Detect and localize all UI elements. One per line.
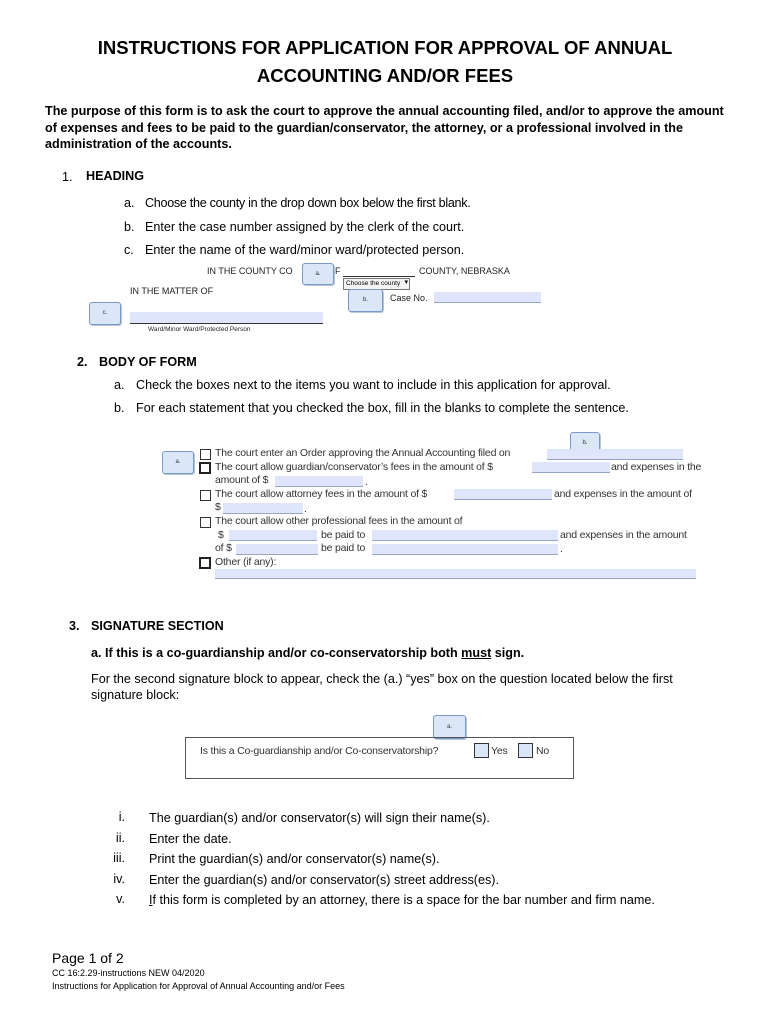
section3-subheading-a: [91, 646, 524, 660]
page-title-line2: ACCOUNTING AND/OR FEES: [256, 65, 514, 86]
county-dropdown-text: Choose the county: [346, 280, 401, 287]
section3-paragraph: For the second signature block to appear, check the (a.) “yes” box on the question located below the first signature block:: [91, 672, 673, 702]
form-name: Instructions for Application for Approval of Annual Accounting and/or Fees: [52, 981, 345, 991]
line4b-end: and expenses in the amount: [560, 529, 687, 541]
line3-end: and expenses in the amount of: [554, 488, 692, 500]
attorney-fees-checkbox[interactable]: [200, 490, 211, 501]
callout-a: a.: [433, 715, 466, 739]
case-no-label: Case No.: [390, 293, 428, 303]
no-label: No: [536, 745, 550, 757]
line4c-mid: be paid to: [321, 542, 366, 554]
page-number: Page 1 of 2: [52, 950, 124, 966]
section2-item-a-text: Check the boxes next to the items you want to include in this application for approval.: [136, 378, 611, 392]
section3-heading: SIGNATURE SECTION: [91, 619, 224, 633]
section2-number: 2.: [77, 355, 88, 369]
period-2: .: [304, 503, 307, 515]
line2b-text: amount of $: [215, 474, 269, 486]
line2-end: and expenses in the: [611, 461, 702, 473]
professional-expenses-payee-field[interactable]: [372, 544, 558, 555]
section2-item-a-letter: a.: [114, 378, 125, 392]
guardian-fees-checkbox[interactable]: [199, 462, 211, 474]
section3-item-i-num: i.: [118, 810, 125, 824]
section3-item-iii-num: iii.: [113, 851, 125, 865]
section1-item-a-letter: a.: [124, 196, 135, 210]
section3-item-i-text: The guardian(s) and/or conservator(s) will sign their name(s).: [149, 811, 490, 825]
line4b-start: $: [218, 529, 224, 541]
section1-item-c-letter: c.: [124, 243, 134, 257]
line3b-text: $: [215, 501, 221, 513]
section3-item-v-text: [149, 892, 655, 908]
callout-b: b.: [570, 432, 600, 454]
subheading-end: sign.: [491, 646, 525, 660]
callout-a: a.: [162, 451, 194, 474]
item-v-first-letter: I: [149, 893, 153, 907]
order-approving-checkbox[interactable]: [200, 449, 211, 460]
section2-heading: BODY OF FORM: [99, 355, 197, 369]
section2-item-b-text: For each statement that you checked the box, fill in the blanks to complete the sentence.: [136, 401, 629, 415]
line4-text: The court allow other professional fees in the amount of: [215, 515, 463, 527]
ward-caption: Ward/Minor Ward/Protected Person: [148, 326, 251, 333]
section3-item-iii-text: Print the guardian(s) and/or conservator(s) name(s).: [149, 852, 440, 866]
item-v-rest: f this form is completed by an attorney, there is a space for the bar number and firm name.: [152, 893, 655, 907]
page-title-line1: INSTRUCTIONS FOR APPLICATION FOR APPROVAL OF ANNUAL: [97, 37, 673, 58]
page-title: [0, 34, 770, 90]
other-professional-fees-checkbox[interactable]: [200, 517, 211, 528]
subheading-must: must: [461, 646, 492, 660]
professional-fees-field[interactable]: [229, 530, 317, 541]
ward-name-field[interactable]: [130, 312, 323, 324]
county-nebraska-label: COUNTY, NEBRASKA: [419, 266, 510, 276]
co-guardianship-box: [185, 737, 574, 779]
section1-number: 1.: [62, 170, 73, 184]
section1-item-b-letter: b.: [124, 220, 135, 234]
section3-item-v-num: v.: [116, 892, 125, 906]
callout-b: b.: [348, 289, 383, 312]
county-blank: [343, 265, 415, 277]
in-the-matter-of-label: IN THE MATTER OF: [130, 286, 214, 296]
accounting-date-field[interactable]: [547, 449, 683, 460]
line4c-start: of $: [215, 542, 232, 554]
guardian-fees-field[interactable]: [532, 462, 610, 473]
attorney-expenses-field[interactable]: [223, 503, 303, 514]
section3-item-ii-num: ii.: [115, 831, 125, 845]
form-code: CC 16:2.29-instructions NEW 04/2020: [52, 968, 205, 978]
line5-text: Other (if any):: [215, 556, 277, 568]
no-checkbox[interactable]: [518, 743, 533, 758]
yes-label: Yes: [491, 745, 508, 757]
purpose-paragraph: The purpose of this form is to ask the court to approve the annual accounting filed, and/or to approve the amount of expenses and fees to be paid to the guardian/conservator, the attorney, or a professional involved in the administration of the accounts.: [45, 104, 724, 151]
line1-text: The court enter an Order approving the Annual Accounting filed on: [215, 447, 511, 459]
line3-text: The court allow attorney fees in the amount of $: [215, 488, 428, 500]
professional-fees-payee-field[interactable]: [372, 530, 558, 541]
line2-text: The court allow guardian/conservator’s fees in the amount of $: [215, 461, 493, 473]
callout-a: a.: [302, 263, 334, 285]
section3-item-iv-num: iv.: [113, 872, 125, 886]
other-checkbox[interactable]: [199, 557, 211, 569]
in-the-county-f: F: [335, 266, 341, 276]
in-the-county-label: IN THE COUNTY CO: [207, 266, 293, 276]
section1-item-a-text: Choose the county in the drop down box below the first blank.: [145, 196, 471, 210]
section1-item-b-text: Enter the case number assigned by the clerk of the court.: [145, 220, 465, 234]
period-1: .: [365, 476, 368, 488]
section1-item-c-text: Enter the name of the ward/minor ward/protected person.: [145, 243, 465, 257]
section2-item-b-letter: b.: [114, 401, 125, 415]
guardian-expenses-field[interactable]: [275, 476, 363, 487]
period-3: .: [560, 543, 563, 555]
co-guardianship-question: Is this a Co-guardianship and/or Co-conservatorship?: [200, 745, 439, 757]
chevron-down-icon: ▾: [404, 279, 408, 286]
section1-heading: HEADING: [86, 169, 145, 183]
case-number-field[interactable]: [434, 292, 541, 303]
yes-checkbox[interactable]: [474, 743, 489, 758]
subheading-a-text: a. If this is a co-guardianship and/or co-conservatorship both: [91, 646, 462, 660]
other-field[interactable]: [215, 569, 696, 579]
section3-item-iv-text: Enter the guardian(s) and/or conservator(s) street address(es).: [149, 873, 499, 887]
attorney-fees-field[interactable]: [454, 489, 552, 500]
section3-item-ii-text: Enter the date.: [149, 832, 232, 846]
section3-number: 3.: [69, 619, 80, 633]
callout-c: c.: [89, 302, 121, 325]
professional-expenses-field[interactable]: [236, 544, 318, 555]
line4b-mid: be paid to: [321, 529, 366, 541]
